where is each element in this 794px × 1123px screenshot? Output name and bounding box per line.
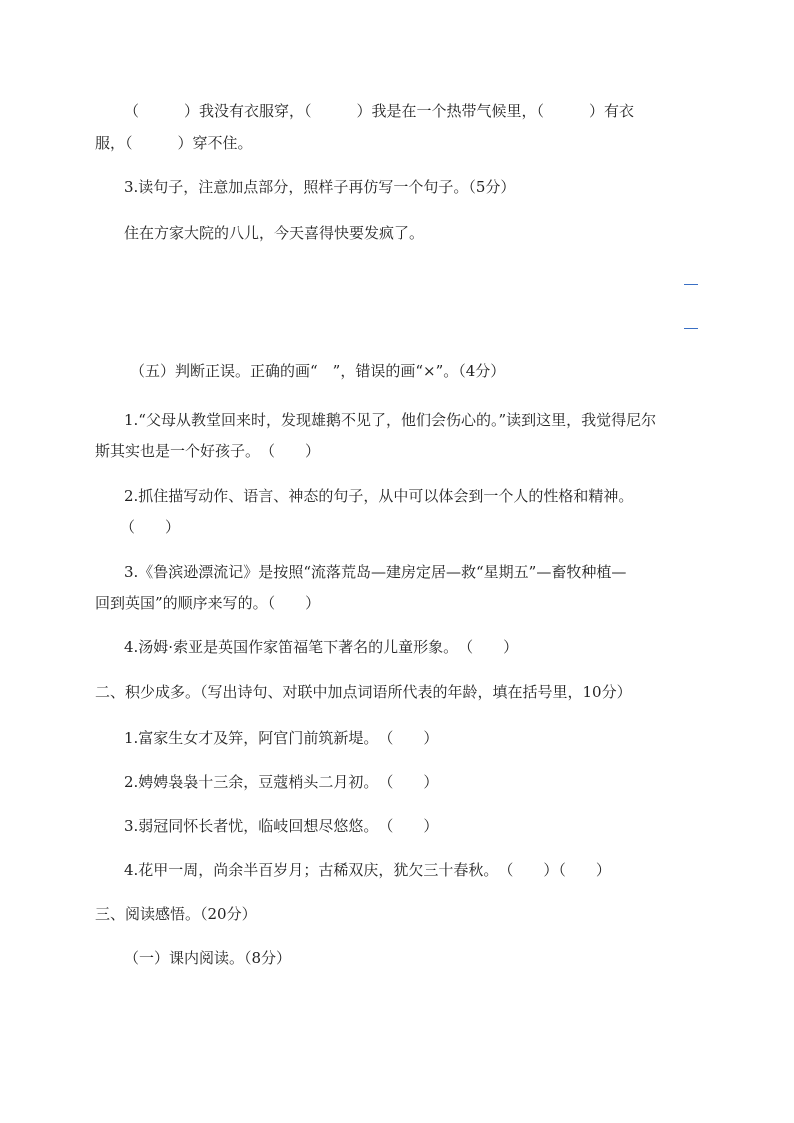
fill-blank-line-2: 服，（ ）穿不住。 [95, 134, 253, 152]
example-sentence: 住在方家大院的八儿，今天喜得快要发疯了。 [124, 224, 425, 242]
fill-blank-line-1: （ ）我没有衣服穿，（ ）我是在一个热带气候里，（ ）有衣 [124, 102, 635, 120]
age-item-1: 1.富家生女才及笄，阿官门前筑新堤。 （ ） [124, 729, 439, 747]
section-2-heading: 二、积少成多。（写出诗句、对联中加点词语所代表的年龄，填在括号里，10分） [95, 683, 632, 701]
judge-item-1-line-1: 1.“父母从教堂回来时，发现雄鹅不见了，他们会伤心的。”读到这里，我觉得尼尔 [124, 411, 657, 429]
judge-item-3-line-1: 3.《鲁滨逊漂流记》是按照“流落荒岛—建房定居—救“星期五”—畜牧种植— [124, 563, 627, 581]
judge-item-4: 4.汤姆·索亚是英国作家笛福笔下著名的儿童形象。 （ ） [124, 638, 519, 656]
judge-item-2-line-2: （ ） [120, 518, 181, 536]
section-3-heading: 三、阅读感悟。（20分） [95, 905, 257, 923]
age-item-2: 2.娉娉袅袅十三余，豆蔻梢头二月初。 （ ） [124, 773, 439, 791]
answer-line-mark-1 [684, 284, 698, 285]
judge-item-2-line-1: 2.抓住描写动作、语言、神态的句子，从中可以体会到一个人的性格和精神。 [124, 487, 634, 505]
subsection-1-heading: （一）课内阅读。（8分） [124, 949, 292, 967]
judge-item-1-line-2: 斯其实也是一个好孩子。 （ ） [95, 442, 321, 460]
age-item-4: 4.花甲一周，尚余半百岁月；古稀双庆，犹欠三十春秋。 （ ）（ ） [124, 861, 611, 879]
section-5-heading: （五）判断正误。正确的画“ ”，错误的画“×”。（4分） [130, 362, 506, 380]
age-item-3: 3.弱冠同怀长者忧，临岐回想尽悠悠。 （ ） [124, 817, 439, 835]
question-3-heading: 3.读句子，注意加点部分，照样子再仿写一个句子。（5分） [124, 178, 516, 196]
judge-item-3-line-2: 回到英国”的顺序来写的。（ ） [95, 594, 321, 612]
answer-line-mark-2 [684, 328, 698, 329]
